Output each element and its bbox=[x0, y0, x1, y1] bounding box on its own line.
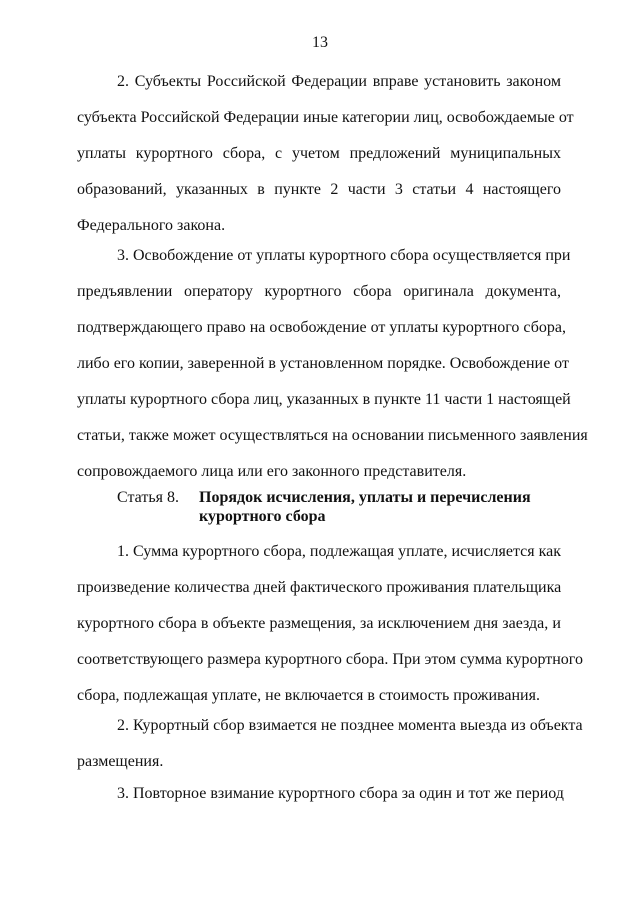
article-label: Статья 8. bbox=[117, 489, 179, 506]
article-title bbox=[199, 488, 559, 526]
article-paragraph-3 bbox=[77, 776, 564, 812]
article-paragraph-2 bbox=[77, 708, 583, 780]
text-line: 1. Сумма курортного сбора, подлежащая уплате, исчисляется как bbox=[117, 543, 562, 560]
text-line: уплаты курортного сбора лиц, указанных в пункте 11 части 1 настоящей bbox=[77, 391, 571, 408]
text-line: статьи, также может осуществляться на основании письменного заявления bbox=[77, 427, 588, 444]
text-line: соответствующего размера курортного сбора. При этом сумма курортного bbox=[77, 651, 583, 668]
text-line: предъявлении оператору курортного сбора оригинала документа, bbox=[77, 283, 561, 300]
text-line: произведение количества дней фактического проживания плательщика bbox=[77, 579, 562, 596]
text-line: субъекта Российской Федерации иные категории лиц, освобождаемые от bbox=[77, 109, 574, 126]
page-number: 13 bbox=[312, 34, 328, 51]
text-line: 3. Освобождение от уплаты курортного сбора осуществляется при bbox=[117, 247, 571, 264]
text-line: либо его копии, заверенной в установленном порядке. Освобождение от bbox=[77, 355, 569, 372]
text-line: 2. Субъекты Российской Федерации вправе установить законом bbox=[117, 73, 561, 90]
text-line: размещения. bbox=[77, 753, 164, 770]
text-line: сбора, подлежащая уплате, не включается в стоимость проживания. bbox=[77, 687, 540, 704]
text-line: подтверждающего право на освобождение от уплаты курортного сбора, bbox=[77, 319, 566, 336]
text-line: сопровождаемого лица или его законного представителя. bbox=[77, 463, 467, 480]
text-line: курортного сбора в объекте размещения, за исключением дня заезда, и bbox=[77, 615, 561, 632]
text-line: образований, указанных в пункте 2 части 3 статьи 4 настоящего bbox=[77, 181, 561, 198]
paragraph-3 bbox=[77, 238, 588, 490]
article-title-line: Порядок исчисления, уплаты и перечисления bbox=[199, 489, 531, 506]
text-line: уплаты курортного сбора, с учетом предложений муниципальных bbox=[77, 145, 561, 162]
article-paragraph-1 bbox=[77, 534, 583, 714]
text-line: Федерального закона. bbox=[77, 217, 226, 234]
article-title-line: курортного сбора bbox=[199, 508, 326, 525]
paragraph-2 bbox=[77, 64, 574, 244]
text-line: 3. Повторное взимание курортного сбора за один и тот же период bbox=[117, 785, 564, 802]
text-line: 2. Курортный сбор взимается не позднее момента выезда из объекта bbox=[117, 717, 583, 734]
